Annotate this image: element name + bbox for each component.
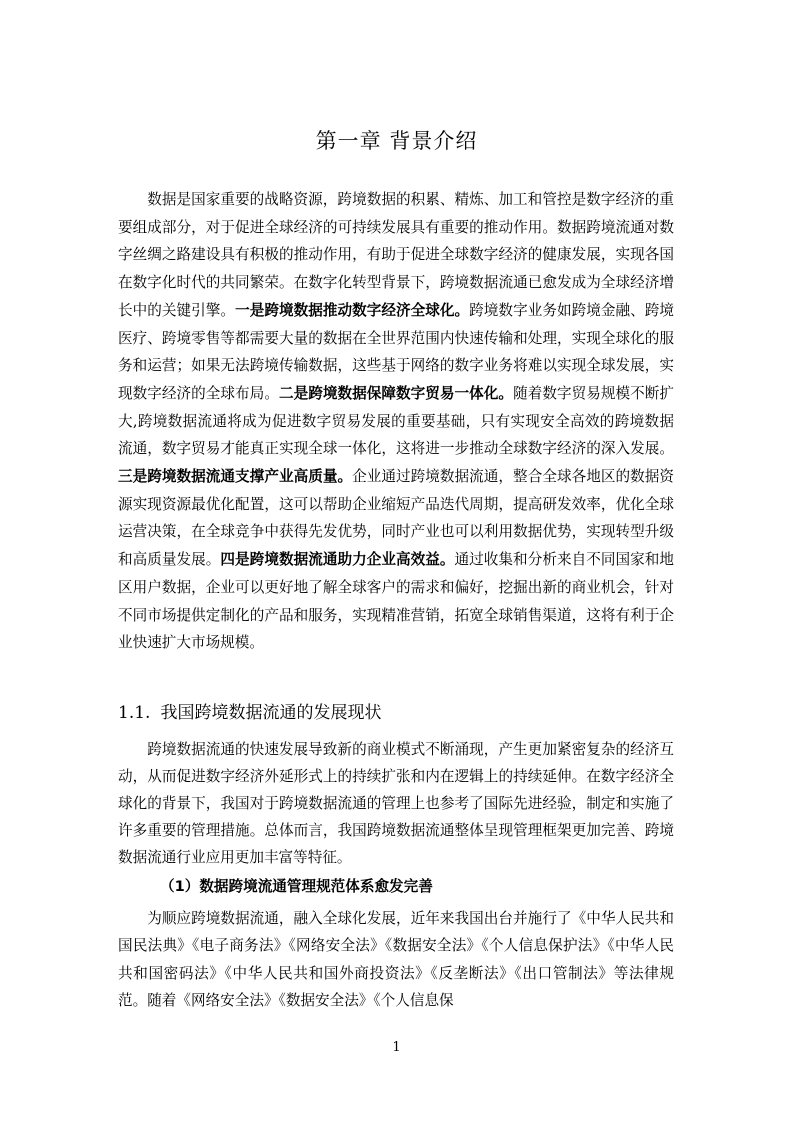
section-paragraph: 跨境数据流通的快速发展导致新的商业模式不断涌现，产生更加紧密复杂的经济互动，从而促进数字经济外延形式上的持续扩张和内在逻辑上的持续延伸。在数字经济全球化的背景下，我国对于跨境数据流通的管理上也参考了国际先进经验，制定和实施了许多重要的管理措施。总体而言，我国跨境数据流通整体呈现管理框架更加完善、跨境数据流通行业应用更加丰富等特征。 bbox=[118, 741, 674, 866]
point-three-bold: 三是跨境数据流通支撑产业高质量。 bbox=[118, 468, 353, 486]
point-four-bold: 四是跨境数据流通助力企业高效益。 bbox=[220, 551, 455, 569]
intro-text-3: 随着数字贸易规模不断扩大,跨境数据流通将成为促进数字贸易发展的重要基础，只有实现安全高效的跨境数据流通，数字贸易才能真正实现全球一体化，这将进一步推动全球数字经济的深入发展。 bbox=[118, 384, 674, 458]
intro-text-5: 通过收集和分析来自不同国家和地区用户数据，企业可以更好地了解全球客户的需求和偏好，挖掘出新的商业机会，针对不同市场提供定制化的产品和服务，实现精准营销，拓宽全球销售渠道，这将有利于企业快速扩大市场规模。 bbox=[118, 551, 674, 652]
page-number: 1 bbox=[392, 1040, 401, 1055]
subsection-heading: （1）数据跨境流通管理规范体系愈发完善 bbox=[160, 878, 433, 895]
section-number: 1.1. bbox=[118, 703, 151, 723]
section-title: 我国跨境数据流通的发展现状 bbox=[160, 703, 382, 723]
intro-text-2: 跨境数字业务如跨境金融、跨境医疗、跨境零售等都需要大量的数据在全世界范围内快速传输和处理，实现全球化的服务和运营；如果无法跨境传输数据，这些基于网络的数字业务将难以实现全球发展，实现数字经济的全球布局。 bbox=[118, 301, 674, 402]
intro-text-4: 企业通过跨境数据流通，整合全球各地区的数据资源实现资源最优化配置，这可以帮助企业缩短产品迭代周期，提高研发效率，优化全球运营决策，在全球竞争中获得先发优势，同时产业也可以利用数据优势，实现转型升级和高质量发展。 bbox=[118, 468, 674, 569]
intro-text-1: 数据是国家重要的战略资源，跨境数据的积累、精炼、加工和管控是数字经济的重要组成部分，对于促进全球经济的可持续发展具有重要的推动作用。数据跨境流通对数字丝绸之路建设具有积极的推动作用，有助于促进全球数字经济的健康发展，实现各国在数字化时代的共同繁荣。在数字化转型背景下，跨境数据流通已愈发成为全球经济增长中的关键引擎。 bbox=[118, 191, 674, 319]
subsection-paragraph: 为顺应跨境数据流通，融入全球化发展，近年来我国出台并施行了《中华人民共和国民法典》《电子商务法》《网络安全法》《数据安全法》《个人信息保护法》《中华人民共和国密码法》《中华人民共和国外商投资法》《反垄断法》《出口管制法》等法律规范。随着《网络安全法》《数据安全法》《个人信息保 bbox=[118, 910, 674, 1010]
point-two-bold: 二是跨境数据保障数字贸易一体化。 bbox=[278, 384, 514, 402]
chapter-title: 第一章 背景介绍 bbox=[315, 129, 478, 153]
point-one-bold: 一是跨境数据推动数字经济全球化。 bbox=[235, 301, 470, 319]
section-heading bbox=[118, 700, 674, 726]
intro-paragraph bbox=[118, 186, 674, 657]
